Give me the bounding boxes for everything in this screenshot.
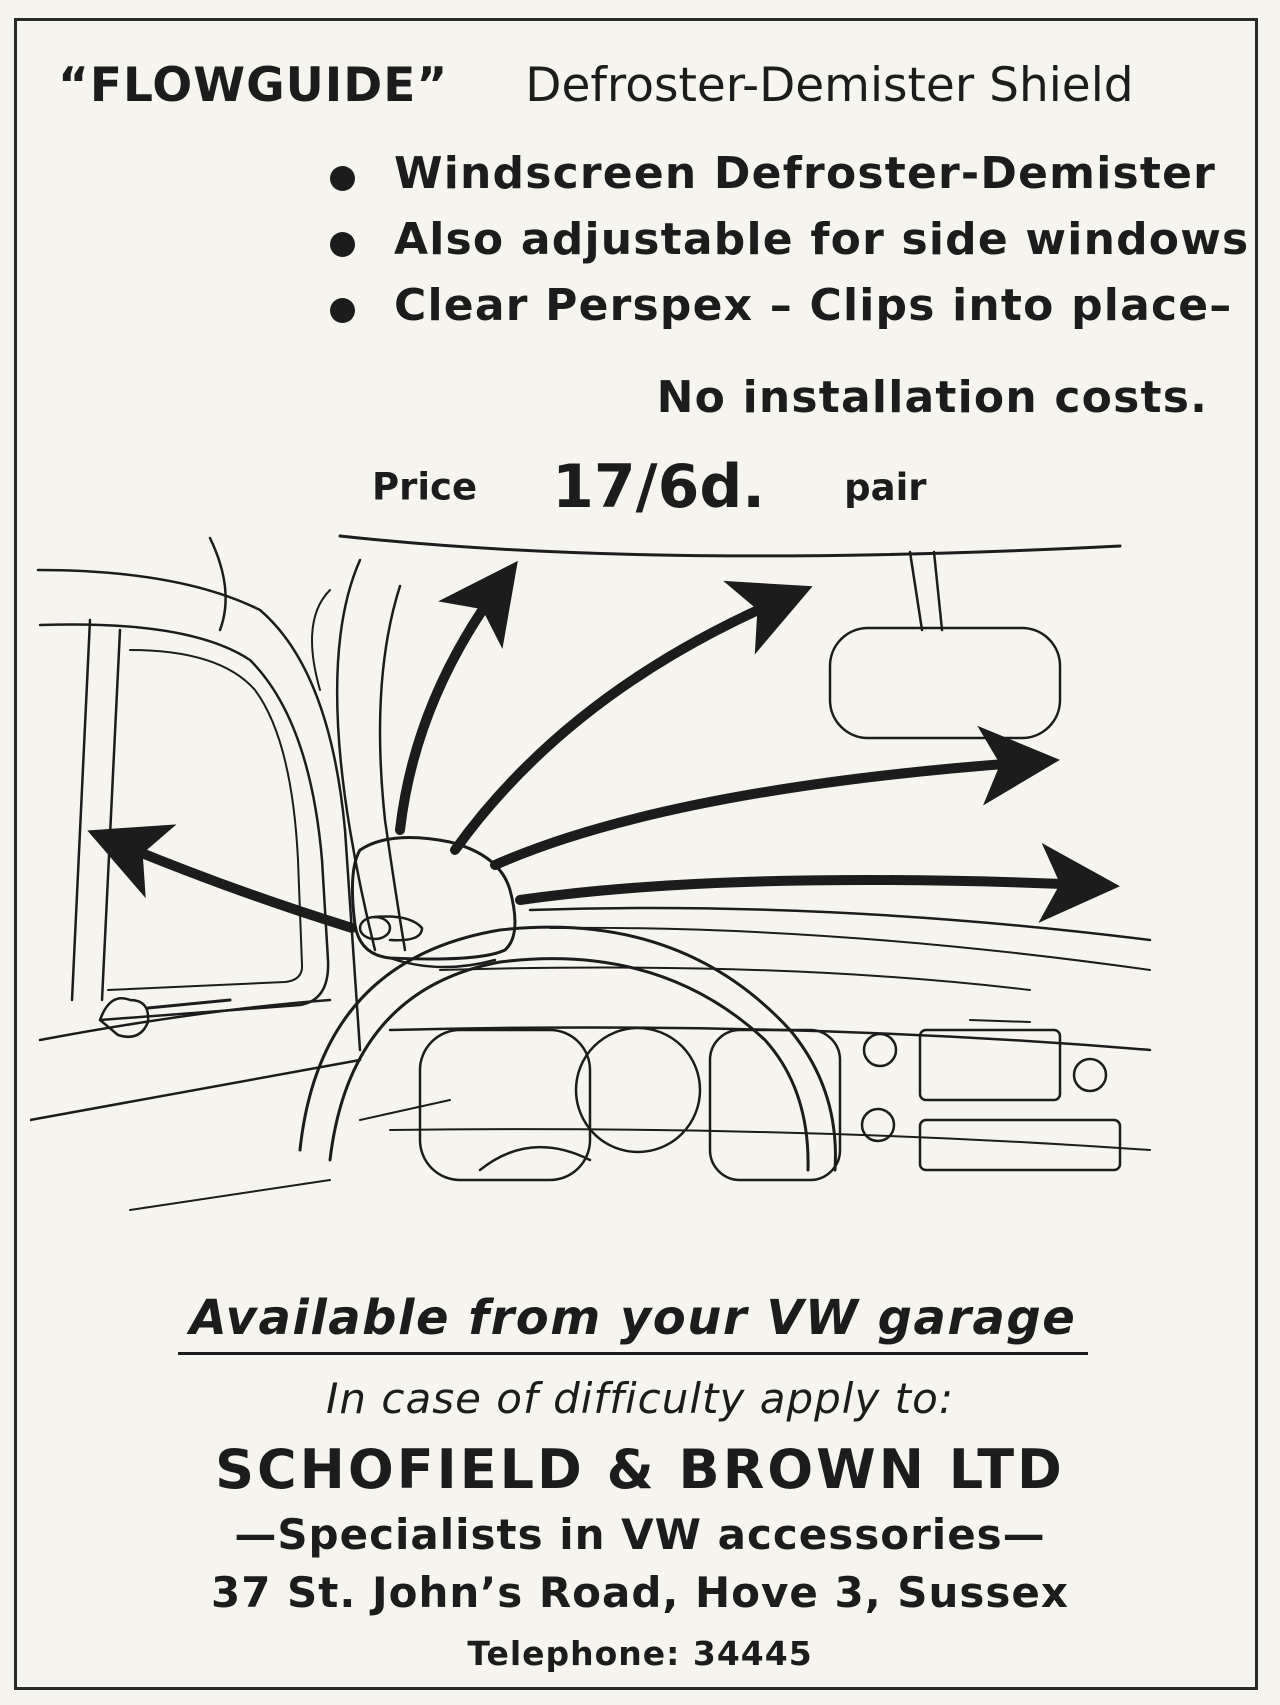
dash-knob [1074, 1059, 1106, 1091]
steering-wheel [300, 927, 835, 1170]
door-line-lower [130, 1180, 330, 1210]
radio-panel [920, 1030, 1060, 1100]
company-name: SCHOFIELD & BROWN LTD [215, 1438, 1065, 1501]
flowguide-shield [352, 838, 515, 960]
dash-knob [864, 1034, 896, 1066]
radio-slot [920, 1120, 1120, 1170]
steering-wheel-inner [330, 959, 808, 1170]
telephone-number: Telephone: 34445 [467, 1634, 813, 1673]
feature-text: Also adjustable for side windows [394, 214, 1250, 265]
feature-text: Windscreen Defroster-Demister [394, 148, 1217, 199]
mirror-stem [910, 552, 922, 630]
company-tagline: —Specialists in VW accessories— [234, 1510, 1046, 1559]
airflow-arrow [400, 585, 500, 830]
shield-nozzle [360, 917, 390, 939]
feature-note: No installation costs. [656, 372, 1208, 423]
dash-edge [440, 968, 1030, 991]
rear-view-mirror [830, 628, 1060, 738]
brand-name: “FLOWGUIDE” [58, 58, 449, 113]
product-name: Defroster-Demister Shield [525, 58, 1134, 113]
a-pillar-outer [337, 560, 375, 950]
speedometer-dial [576, 1028, 700, 1152]
side-window-glass-edge [108, 650, 302, 990]
feature-item [330, 280, 1233, 350]
availability-line: Available from your VW garage [178, 1290, 1088, 1355]
window-latch-bar [148, 1000, 230, 1008]
roof-line [340, 536, 1120, 556]
dash-detail [970, 1020, 1030, 1022]
feature-item [330, 148, 1217, 218]
airflow-arrow [520, 880, 1090, 900]
bullet-icon [330, 298, 355, 323]
a-pillar-inner [380, 586, 405, 950]
airflow-arrow [115, 842, 352, 928]
dash-lower [390, 1129, 1150, 1150]
pillar-curve [312, 590, 330, 690]
steering-hub [480, 1147, 590, 1170]
quarter-light-frame [72, 620, 90, 1000]
feature-text: Clear Perspex – Clips into place– [394, 280, 1233, 331]
speedometer-panel [420, 1030, 590, 1180]
bullet-icon [330, 166, 355, 191]
airflow-arrow [495, 762, 1030, 865]
price-label: Price [372, 465, 478, 509]
price-value: 17/6d. [552, 452, 766, 522]
roof-corner-line [210, 538, 226, 630]
dash-top-2 [550, 928, 1150, 970]
price-row [372, 452, 927, 522]
car-interior-illustration [30, 530, 1250, 1270]
company-address: 37 St. John’s Road, Hove 3, Sussex [210, 1568, 1070, 1617]
price-unit: pair [844, 465, 927, 509]
contact-block [0, 1374, 1280, 1673]
airflow-arrow [455, 598, 785, 850]
steering-column [360, 1100, 450, 1120]
bullet-icon [330, 232, 355, 257]
difficulty-note: In case of difficulty apply to: [326, 1374, 954, 1423]
ad-headline [58, 58, 1134, 113]
feature-list [330, 148, 1250, 350]
mirror-stem-2 [934, 552, 942, 630]
side-window-inner [40, 624, 328, 1020]
quarter-light-frame-2 [102, 630, 120, 1000]
feature-item [330, 214, 1250, 284]
